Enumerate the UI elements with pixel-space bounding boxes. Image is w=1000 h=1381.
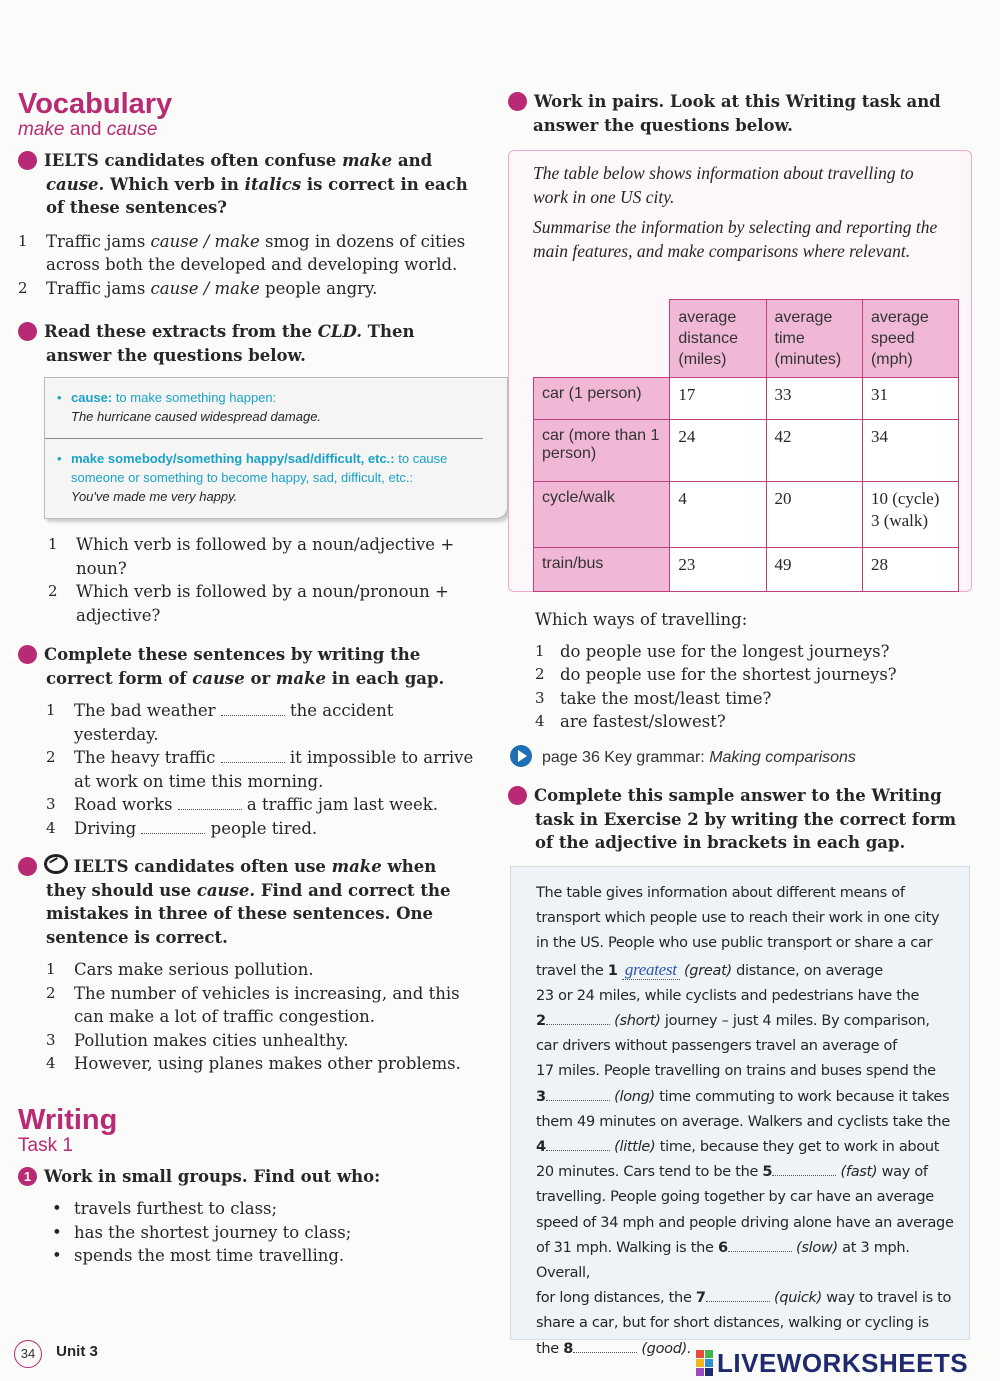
table-header: average time (minutes) xyxy=(766,300,862,378)
table-cell: 28 xyxy=(862,548,958,592)
left-column xyxy=(9,88,480,1268)
answer-line: 3 (long) time commuting to work because it takes xyxy=(536,1088,950,1105)
divider xyxy=(45,438,483,439)
page-footer xyxy=(14,1340,98,1368)
answer-gap[interactable] xyxy=(546,1088,610,1101)
answer-gap[interactable] xyxy=(573,1340,637,1353)
answer-line: in the US. People who use public transport or share a car xyxy=(536,935,933,952)
answer-line: 20 minutes. Cars tend to be the 5 (fast) way of xyxy=(536,1164,928,1181)
answer-line: travelling. People going together by car have an average xyxy=(536,1189,934,1206)
table-cell: 24 xyxy=(670,420,766,482)
answer-line: them 49 minutes on average. Walkers and cyclists take the xyxy=(536,1113,950,1130)
answer-line: 23 or 24 miles, while cyclists and pedestrians have the xyxy=(536,987,920,1004)
list-item: 1 Traffic jams cause / make smog in dozens of cities across both the developed and developing world. xyxy=(18,231,466,274)
table-header: average speed (mph) xyxy=(862,300,958,378)
table-header: average distance (miles) xyxy=(670,300,766,378)
list-item: 2 Traffic jams cause / make people angry. xyxy=(18,278,378,298)
list-item: • has the shortest journey to class; xyxy=(46,1221,480,1245)
logo-icon xyxy=(696,1350,714,1376)
page-number: 34 xyxy=(14,1340,42,1368)
answer-line: travel the 1 greatest (great) distance, on average xyxy=(536,959,883,979)
sample-answer-box xyxy=(510,866,970,1357)
table-cell: 20 xyxy=(766,482,862,548)
table-cell: 4 xyxy=(670,482,766,548)
which-ways-label: Which ways of travelling: xyxy=(535,610,748,629)
section-title-vocabulary: Vocabulary xyxy=(18,88,173,120)
row-label: cycle/walk xyxy=(534,482,670,548)
vocab-exercise-3-list xyxy=(46,699,480,840)
vocab-exercise-3-instruction: 3 Complete these sentences by writing the correct form of cause or make in each gap. xyxy=(9,645,445,688)
error-warning-icon xyxy=(44,854,68,874)
dictionary-extract-box xyxy=(44,377,508,519)
answer-line: the 8 (good). xyxy=(536,1340,692,1357)
answer-line: share a car, but for short distances, walking or cycling is xyxy=(536,1315,929,1332)
answer-line: The table gives information about different means of xyxy=(536,885,905,901)
task-prompt xyxy=(533,161,943,263)
answer-line: 17 miles. People travelling on trains and buses spend the xyxy=(536,1063,936,1080)
list-item: 3 Road works a traffic jam last week. xyxy=(46,795,439,814)
answer-gap[interactable] xyxy=(221,703,285,716)
liveworksheets-logo: LIVEWORKSHEETS xyxy=(696,1348,968,1379)
vocab-exercise-1-list xyxy=(18,230,480,301)
filled-answer[interactable]: greatest xyxy=(622,960,680,980)
task-paragraph-2: Summarise the information by selecting and reporting the main features, and make comparisons where relevant. xyxy=(533,217,938,261)
list-item: • spends the most time travelling. xyxy=(46,1244,480,1268)
definition-cause: • cause: to make something happen: The hurricane caused widespread damage. xyxy=(57,390,322,424)
list-item: 2 The heavy traffic it impossible to arrive at work on time this morning. xyxy=(46,748,474,791)
answer-gap[interactable] xyxy=(178,797,242,810)
list-item: 1 Cars make serious pollution. xyxy=(46,960,314,979)
writing-exercise-1-bullets xyxy=(46,1197,480,1268)
list-item: 1 Which verb is followed by a noun/adjective + noun? xyxy=(48,535,455,578)
table-cell: 49 xyxy=(766,548,862,592)
list-item: 1 The bad weather the accident yesterday. xyxy=(46,701,394,744)
section-subtitle: make and cause xyxy=(18,119,158,140)
writing-exercise-2-instruction: 2 Work in pairs. Look at this Writing task and answer the questions below. xyxy=(501,92,941,135)
unit-label: Unit 3 xyxy=(56,1343,98,1360)
table-row xyxy=(534,420,959,482)
exercise-number-badge: 1 xyxy=(18,151,37,170)
table-header-row xyxy=(534,300,959,378)
travel-data-table xyxy=(533,299,959,592)
answer-gap[interactable] xyxy=(772,1163,836,1176)
vocab-exercise-4-instruction: 4 IELTS candidates often use make when they should use cause. Find and correct the mistakes in three of these sentences. One sentence is correct. xyxy=(18,854,480,949)
section-title-writing: Writing xyxy=(18,1103,118,1136)
answer-line: 4 (little) time, because they get to work in about xyxy=(536,1139,940,1156)
table-row xyxy=(534,482,959,548)
list-item: 2 Which verb is followed by a noun/pronoun + adjective? xyxy=(48,582,449,625)
list-item: 4 Driving people tired. xyxy=(46,818,318,838)
vocab-exercise-2-list xyxy=(48,533,480,627)
row-label: train/bus xyxy=(534,548,670,592)
table-row xyxy=(534,378,959,420)
list-item: 2 do people use for the shortest journeys? xyxy=(535,665,897,684)
answer-line: 2 (short) journey – just 4 miles. By comparison, xyxy=(536,1013,930,1030)
answer-line: car drivers without passengers travel an average of xyxy=(536,1038,897,1055)
table-row xyxy=(534,548,959,592)
writing-task-box xyxy=(508,150,972,592)
table-corner xyxy=(534,300,670,378)
answer-gap[interactable] xyxy=(221,750,285,763)
vocab-exercise-1-instruction: 1 IELTS candidates often confuse make and cause. Which verb in italics is correct in each of these sentences? xyxy=(9,151,468,217)
list-item: 3 take the most/least time? xyxy=(535,688,772,708)
answer-gap[interactable] xyxy=(546,1012,610,1025)
list-item: 4 However, using planes makes other problems. xyxy=(46,1054,461,1073)
list-item: 2 The number of vehicles is increasing, and this can make a lot of traffic congestion. xyxy=(46,983,460,1026)
list-item: 4 are fastest/slowest? xyxy=(535,712,726,731)
table-cell: 42 xyxy=(766,420,862,482)
row-label: car (1 person) xyxy=(534,378,670,420)
grammar-reference-link[interactable]: page 36 Key grammar: Making comparisons xyxy=(510,745,856,767)
writing-exercise-1-instruction: 1 Work in small groups. Find out who: xyxy=(18,1165,480,1189)
table-cell: 31 xyxy=(862,378,958,420)
section-subtitle-task: Task 1 xyxy=(18,1134,73,1156)
answer-line: transport which people use to reach their work in one city xyxy=(536,910,940,927)
list-item: • travels furthest to class; xyxy=(46,1197,480,1221)
answer-gap[interactable] xyxy=(141,821,205,834)
row-label: car (more than 1 person) xyxy=(534,420,670,482)
table-cell: 34 xyxy=(862,420,958,482)
answer-gap[interactable] xyxy=(706,1289,770,1302)
vocab-exercise-2-instruction: 2 Read these extracts from the CLD. Then answer the questions below. xyxy=(9,322,415,365)
answer-gap[interactable] xyxy=(728,1239,792,1252)
table-cell: 23 xyxy=(670,548,766,592)
answer-line: for long distances, the 7 (quick) way to travel is to xyxy=(536,1290,952,1307)
answer-line: speed of 34 mph and people driving alone have an average xyxy=(536,1214,954,1231)
vocab-exercise-4-list xyxy=(46,958,480,1076)
writing-exercise-3-instruction: 3 Complete this sample answer to the Writing task in Exercise 2 by writing the correct form of the adjective in brackets in each gap. xyxy=(500,786,957,852)
questions-list xyxy=(535,640,965,734)
table-cell: 33 xyxy=(766,378,862,420)
list-item: 1 do people use for the longest journeys? xyxy=(535,641,890,661)
table-cell: 17 xyxy=(670,378,766,420)
table-cell: 10 (cycle) 3 (walk) xyxy=(862,482,958,548)
list-item: 3 Pollution makes cities unhealthy. xyxy=(46,1030,349,1050)
writing-exercise-2-questions xyxy=(535,608,965,734)
answer-line: of 31 mph. Walking is the 6 (slow) at 3 mph. Overall, xyxy=(536,1239,910,1282)
arrow-right-icon xyxy=(510,745,532,767)
right-column xyxy=(501,90,970,137)
task-paragraph-1: The table below shows information about travelling to work in one US city. xyxy=(533,163,914,207)
answer-gap[interactable] xyxy=(546,1138,610,1151)
definition-make: • make somebody/something happy/sad/difficult, etc.: to cause someone or something to become happy, sad, difficult, etc.: You've made me very happy. xyxy=(57,451,448,504)
